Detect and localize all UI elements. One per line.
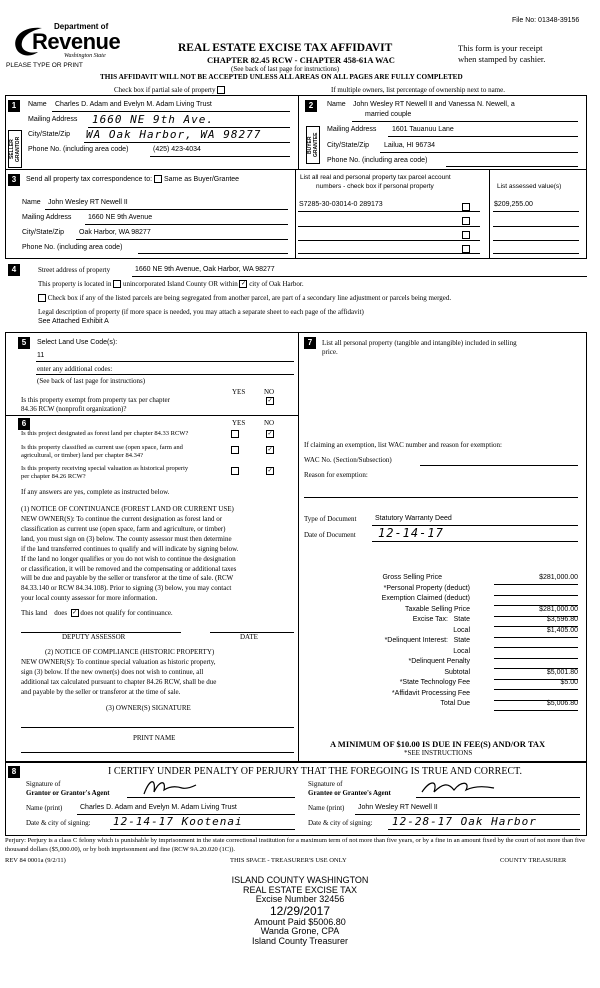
buyer-city[interactable]: Lailua, HI 96734: [384, 142, 435, 149]
historic-question-2: per chapter 84.26 RCW?: [21, 473, 86, 480]
grantee-name[interactable]: John Wesley RT Newell II: [358, 804, 438, 811]
seller-name[interactable]: Charles D. Adam and Evelyn M. Adam Living Trust: [55, 101, 212, 108]
reason-line-1[interactable]: [304, 497, 578, 498]
buyer-name-1[interactable]: John Wesley RT Newell II and Vanessa N. Newell, a: [353, 101, 515, 108]
buyer-mailing-label: Mailing Address: [327, 126, 377, 133]
notice-2-body: [21, 658, 216, 698]
s5-yes: YES: [232, 388, 246, 396]
seller-city[interactable]: WA Oak Harbor, WA 98277: [86, 128, 262, 141]
partial-sale-text: Check box if partial sale of property: [114, 86, 216, 94]
grantee-date-city[interactable]: 12-28-17 Oak Harbor: [392, 815, 537, 828]
rev-number: REV 84 0001a (9/2/11): [5, 857, 66, 864]
parcel-number[interactable]: S7285-30-03014-0 289173: [299, 201, 383, 208]
s3-phone-line: [138, 253, 288, 254]
section-4-number: 4: [8, 264, 20, 276]
buyer-phone-label: Phone No. (including area code): [327, 157, 428, 164]
section-2-number: 2: [305, 100, 317, 112]
grantee-date-label: Date & city of signing:: [308, 819, 373, 827]
doc-type[interactable]: Statutory Warranty Deed: [375, 515, 452, 522]
exemption-claim: If claiming an exemption, list WAC number and reason for exemption:: [304, 441, 502, 449]
tax-row: [300, 658, 580, 669]
does-not-checkbox[interactable]: [71, 609, 79, 617]
s3-mailing[interactable]: 1660 NE 9th Avenue: [88, 214, 153, 221]
unincorporated-checkbox[interactable]: [113, 280, 121, 288]
parcel-divider: [489, 169, 490, 258]
wac-label: WAC No. (Section/Subsection): [304, 456, 392, 464]
warning-banner: THIS AFFIDAVIT WILL NOT BE ACCEPTED UNLESS ALL AREAS ON ALL PAGES ARE FULLY COMPLETED: [100, 73, 463, 81]
county-treasurer: COUNTY TREASURER: [500, 857, 567, 864]
personal-property-checkbox-2[interactable]: [462, 217, 470, 225]
tax-row: [300, 700, 580, 711]
additional-line: [36, 374, 294, 375]
section-6-number: 6: [18, 418, 30, 430]
notice-1-line: your local county assessor for more information.: [21, 594, 158, 603]
stamp-excise-number: Excise Number 32456: [255, 894, 345, 904]
continuance-row: [21, 609, 173, 617]
s6-no: NO: [264, 419, 275, 427]
logo-state: Washington State: [64, 53, 106, 59]
select-land-use: Select Land Use Code(s):: [37, 339, 118, 346]
logo-dept: Department of: [54, 22, 109, 31]
s5-no: NO: [264, 388, 275, 396]
seller-phone-line: [150, 156, 290, 157]
this-land: This land: [21, 609, 48, 617]
grantor-date-city[interactable]: 12-14-17 Kootenai: [113, 815, 243, 828]
buyer-tab: BUYER GRANTEE: [306, 126, 320, 164]
treasurer-only: THIS SPACE - TREASURER'S USE ONLY: [230, 857, 347, 864]
located-row: [38, 280, 304, 288]
historic-question-1: Is this property receiving special valuation as historical property: [21, 465, 189, 472]
perjury-notice: Perjury: Perjury is a class C felony which is punishable by imprisonment in the state correctional institution for a maximum term of not more than five years, or by a fine in an amount fixed by the court of not more than five thousand dollars ($5,000.00), or by both imprisonment and fine (RCW 9A.20.020 (1C)).: [5, 837, 585, 853]
section-7-number: 7: [304, 337, 316, 349]
tax-row-value[interactable]: $5.00: [560, 679, 578, 686]
value-line-1: [493, 211, 579, 212]
s3-city-label: City/State/Zip: [22, 229, 65, 236]
grantor-signature-icon[interactable]: [140, 776, 200, 798]
s3-mailing-label: Mailing Address: [22, 214, 72, 221]
print-name-line[interactable]: [21, 752, 294, 753]
see-back-header: (See back of last page for instructions): [231, 65, 340, 73]
same-as-buyer-checkbox[interactable]: [154, 175, 162, 183]
grantee-sig-line: [416, 797, 580, 798]
s3-name-line: [45, 209, 288, 210]
seller-city-label: City/State/Zip: [28, 131, 71, 138]
doc-date-label: Date of Document: [304, 531, 356, 539]
receipt-note-2: when stamped by cashier.: [458, 54, 546, 64]
partial-sale-label: [114, 86, 225, 94]
tax-row-label: Gross Selling Price: [382, 574, 442, 581]
forest-no-checkbox[interactable]: [266, 430, 274, 438]
seller-mailing-label: Mailing Address: [28, 116, 78, 123]
seller-city-line: [84, 142, 290, 143]
notice-2-line: and payable by the seller or transferor at the time of sale.: [21, 687, 181, 696]
tax-row-label: *State Technology Fee: [399, 679, 470, 686]
notice-1-line: NEW OWNER(S): To continue the current designation as forest land or: [21, 515, 223, 523]
does-not-label: does not: [80, 609, 104, 617]
s6-yes: YES: [232, 419, 246, 427]
notice-2-line: additional tax calculated pursuant to chapter 84.26 RCW, shall be due: [21, 677, 217, 686]
receipt-note-1: This form is your receipt: [458, 43, 543, 53]
certify-statement: I CERTIFY UNDER PENALTY OF PERJURY THAT THE FOREGOING IS TRUE AND CORRECT.: [108, 766, 522, 777]
parcel-line-4: [298, 253, 480, 254]
notice-2-line: sign (3) below. If the new owner(s) does not wish to continue, all: [21, 667, 204, 676]
tax-row: [300, 669, 580, 680]
tax-row-sub: Local: [453, 626, 470, 634]
parcel-line-1: [298, 211, 480, 212]
tax-table: [300, 574, 580, 711]
stamp-amount: Amount Paid $5006.80: [254, 916, 346, 927]
multiple-owners-note: If multiple owners, list percentage of ownership next to name.: [331, 86, 505, 94]
parcel-line-3: [298, 240, 480, 241]
personal-property-checkbox-3[interactable]: [462, 231, 470, 239]
segregated-row: [38, 294, 451, 302]
section-1-2-divider: [298, 95, 299, 169]
notice-1-line: If the land no longer qualifies or you do not wish to continue the designation: [21, 554, 236, 563]
notice-1-line: 84.33.140 or RCW 84.34.108). Prior to signing (3) below, you may contact: [21, 584, 232, 593]
parcel-line-2: [298, 226, 480, 227]
value-line-3: [493, 240, 579, 241]
seller-name-line: [52, 111, 290, 112]
see-instructions: *SEE INSTRUCTIONS: [404, 749, 473, 757]
if-yes-instruction: If any answers are yes, complete as instructed below.: [21, 488, 170, 496]
grantee-signature-icon[interactable]: [418, 776, 498, 798]
seller-name-label: Name: [28, 101, 47, 108]
grantor-name[interactable]: Charles D. Adam and Evelyn M. Adam Living Trust: [80, 804, 237, 811]
same-as-buyer-label: Same as Buyer/Grantee: [163, 175, 240, 183]
section-5-7-divider: [298, 332, 299, 761]
notice-1-line: land, you must sign on (3) below. The county assessor must then determine: [21, 534, 232, 543]
tax-row: [300, 679, 580, 690]
tax-row: [300, 616, 580, 627]
land-use-line: [36, 361, 294, 362]
notice-1-line: will be due and payable by the seller or transferor at the time of sale. (RCW: [21, 574, 234, 583]
doc-type-label: Type of Document: [304, 515, 357, 523]
buyer-name-2[interactable]: married couple: [365, 111, 412, 118]
stamp-treasurer: Island County Treasurer: [251, 935, 349, 946]
notice-2-line: NEW OWNER(S): To continue special valuation as historic property,: [21, 658, 216, 666]
s3-name[interactable]: John Wesley RT Newell II: [48, 199, 128, 206]
tax-row-sub: Local: [453, 647, 470, 655]
current-use-no-checkbox[interactable]: [266, 446, 274, 454]
tax-row-line: [494, 710, 578, 711]
grantor-date-label: Date & city of signing:: [26, 819, 91, 827]
treasurer-stamp: [190, 876, 410, 946]
tax-row-label: Total Due: [440, 700, 470, 707]
owner-signature-label: (3) OWNER(S) SIGNATURE: [106, 704, 191, 712]
buyer-phone-line: [446, 166, 578, 167]
segregated-text: Check box if any of the listed parcels are being segregated from another parcel, are part of a secondary line adjustment or parcels being merged.: [47, 294, 452, 302]
grantor-sig-label: Signature of: [26, 780, 61, 788]
tax-row-sub: State: [453, 616, 470, 623]
section-5-number: 5: [18, 337, 30, 349]
seller-tab: SELLER GRANTOR: [8, 130, 22, 168]
legal-value[interactable]: See Attached Exhibit A: [38, 318, 109, 325]
seller-mailing[interactable]: 1660 NE 9th Ave.: [92, 113, 214, 126]
dor-logo: [10, 20, 130, 64]
tax-row: [300, 627, 580, 638]
s3-phone-label: Phone No. (including area code): [22, 244, 123, 251]
tax-row-label: *Personal Property (deduct): [383, 584, 470, 592]
does-label: does: [54, 609, 68, 617]
send-label: Send all property tax correspondence to:: [26, 175, 153, 183]
grantor-agent-label: Grantor or Grantor's Agent: [26, 789, 110, 797]
forest-yes-checkbox[interactable]: [231, 430, 239, 438]
buyer-name-line: [352, 121, 578, 122]
tax-row-value[interactable]: $5,001.80: [546, 668, 578, 676]
land-use-code[interactable]: 11: [37, 352, 45, 359]
current-use-yes-checkbox[interactable]: [231, 446, 239, 454]
tax-row-value[interactable]: $5,006.80: [546, 700, 578, 707]
tax-row: [300, 690, 580, 701]
section-1-number: 1: [8, 100, 20, 112]
forest-question: Is this project designated as forest land per chapter 84.33 RCW?: [21, 430, 189, 437]
tax-row-label: Exemption Claimed (deduct): [381, 595, 470, 602]
enter-additional: enter any additional codes:: [37, 365, 113, 373]
doc-date-line: [372, 541, 578, 542]
notice-2-title: (2) NOTICE OF COMPLIANCE (HISTORIC PROPERTY): [45, 648, 215, 656]
grantee-agent-label: Grantee or Grantee's Agent: [308, 789, 391, 797]
tax-row: [300, 574, 580, 585]
segregated-checkbox[interactable]: [38, 294, 46, 302]
legal-label: Legal description of property (if more space is needed, you may attach a separate sheet to each page of the affidavit): [38, 308, 364, 316]
please-type: PLEASE TYPE OR PRINT: [6, 62, 83, 69]
seller-phone-label: Phone No. (including area code): [28, 146, 129, 153]
tax-row-sub: State: [453, 637, 470, 644]
street-label: Street address of property: [38, 266, 111, 274]
stamp-title: REAL ESTATE EXCISE TAX: [242, 884, 358, 895]
stamp-date: 12/29/2017: [269, 903, 331, 918]
tax-row-value[interactable]: $3,596.80: [546, 616, 578, 623]
parcel-header-1: List all real and personal property tax parcel account: [300, 174, 451, 181]
historic-yes-checkbox[interactable]: [231, 467, 239, 475]
buyer-mailing-line: [388, 136, 578, 137]
tax-row: [300, 637, 580, 648]
current-use-question-1: Is this property classified as current use (open space, farm and: [21, 444, 183, 451]
stamp-county: ISLAND COUNTY WASHINGTON: [231, 875, 369, 885]
deputy-date: DATE: [240, 633, 258, 641]
personal-property-checkbox-4[interactable]: [462, 245, 470, 253]
personal-property-2: price.: [322, 348, 338, 356]
grantee-date-line: [388, 829, 580, 830]
tax-row-label: *Delinquent Penalty: [408, 658, 470, 665]
seller-phone[interactable]: (425) 423-4034: [153, 146, 201, 153]
s3-city[interactable]: Oak Harbor, WA 98277: [79, 229, 151, 236]
personal-property-checkbox-1[interactable]: [462, 203, 470, 211]
reason-label: Reason for exemption:: [304, 471, 368, 479]
buyer-name-label: Name: [327, 101, 346, 108]
section-8-number: 8: [8, 766, 20, 778]
stamp-cpa: Wanda Grone, CPA: [260, 926, 340, 936]
street-address[interactable]: 1660 NE 9th Avenue, Oak Harbor, WA 98277: [135, 266, 275, 273]
owner-signature-line[interactable]: [21, 727, 294, 728]
tax-row-value[interactable]: $281,000.00: [539, 605, 578, 613]
form-chapter: CHAPTER 82.45 RCW - CHAPTER 458-61A WAC: [207, 55, 395, 65]
grantor-sig-line: [127, 797, 295, 798]
grantee-name-label: Name (print): [308, 804, 345, 812]
grantee-sig-label: Signature of: [308, 780, 343, 788]
notice-1-title: (1) NOTICE OF CONTINUANCE (FOREST LAND OR CURRENT USE): [21, 505, 234, 513]
s3-city-line: [76, 239, 288, 240]
file-number: File No: 01348-39156: [512, 17, 580, 24]
buyer-city-label: City/State/Zip: [327, 142, 370, 149]
assessed-header: List assessed value(s): [497, 183, 562, 190]
deputy-assessor: DEPUTY ASSESSOR: [62, 633, 126, 641]
tax-row-value[interactable]: $1,405.00: [546, 626, 578, 634]
minimum-due: A MINIMUM OF $10.00 IS DUE IN FEE(S) AND/OR TAX: [330, 739, 546, 749]
notice-1-line: or classification, it will be removed and the compensating or additional taxes: [21, 564, 237, 573]
grantor-date-line: [110, 829, 295, 830]
buyer-city-line: [380, 152, 578, 153]
personal-property-1: List all personal property (tangible and intangible) included in selling: [322, 339, 517, 347]
tax-row: [300, 585, 580, 596]
tax-row-label: Taxable Selling Price: [405, 605, 470, 613]
assessed-value[interactable]: $209,255.00: [494, 201, 533, 208]
notice-1-line: if the land transferred continues to qualify and will indicate by signing below.: [21, 544, 239, 553]
parcel-header-2: numbers - check box if personal property: [316, 183, 434, 190]
tax-row-label: Excise Tax:: [412, 616, 448, 623]
exempt-question-1: Is this property exempt from property tax per chapter: [21, 396, 170, 404]
tax-row: [300, 595, 580, 606]
section-3-divider: [295, 169, 296, 258]
exempt-no-checkbox[interactable]: [266, 397, 274, 405]
send-correspondence: [26, 175, 239, 183]
logo-revenue: Revenue: [32, 29, 121, 54]
s5-see-back: (See back of last page for instructions): [37, 377, 146, 385]
print-name-label: PRINT NAME: [133, 734, 176, 742]
form-title: REAL ESTATE EXCISE TAX AFFIDAVIT: [178, 42, 393, 54]
current-use-question-2: agricultural, or timber) land per chapter 84.34?: [21, 452, 144, 459]
exempt-question-2: 84.36 RCW (nonprofit organization)?: [21, 405, 127, 413]
tax-row-label: *Affidavit Processing Fee: [391, 689, 470, 697]
doc-date[interactable]: 12-14-17: [378, 526, 444, 540]
tax-row-label: *Delinquent Interest:: [384, 637, 448, 644]
tax-row-value[interactable]: $281,000.00: [539, 574, 578, 581]
notice-1-line: classification as current use (open space, farm and agriculture, or timber): [21, 524, 226, 533]
grantor-name-label: Name (print): [26, 804, 63, 812]
notice-1-body: [21, 515, 238, 604]
section-3-number: 3: [8, 174, 20, 186]
tax-row: [300, 648, 580, 659]
wac-line[interactable]: [420, 465, 578, 466]
located-text-1: This property is located in: [38, 280, 112, 288]
value-line-2: [493, 226, 579, 227]
street-line: [132, 276, 587, 277]
s3-mailing-line: [85, 224, 288, 225]
city-checkbox[interactable]: [239, 280, 247, 288]
tax-row-label: Subtotal: [444, 668, 470, 676]
historic-no-checkbox[interactable]: [266, 467, 274, 475]
tax-row: [300, 606, 580, 617]
qualify-label: qualify for continuance.: [105, 609, 173, 617]
value-line-4: [493, 253, 579, 254]
s3-name-label: Name: [22, 199, 41, 206]
located-text-3: city of Oak Harbor.: [249, 280, 304, 288]
section-6-top: [5, 415, 298, 416]
buyer-mailing[interactable]: 1601 Tauanuu Lane: [392, 126, 454, 133]
located-text-2: unincorporated Island County OR within: [122, 280, 238, 288]
partial-sale-checkbox[interactable]: [217, 86, 225, 94]
